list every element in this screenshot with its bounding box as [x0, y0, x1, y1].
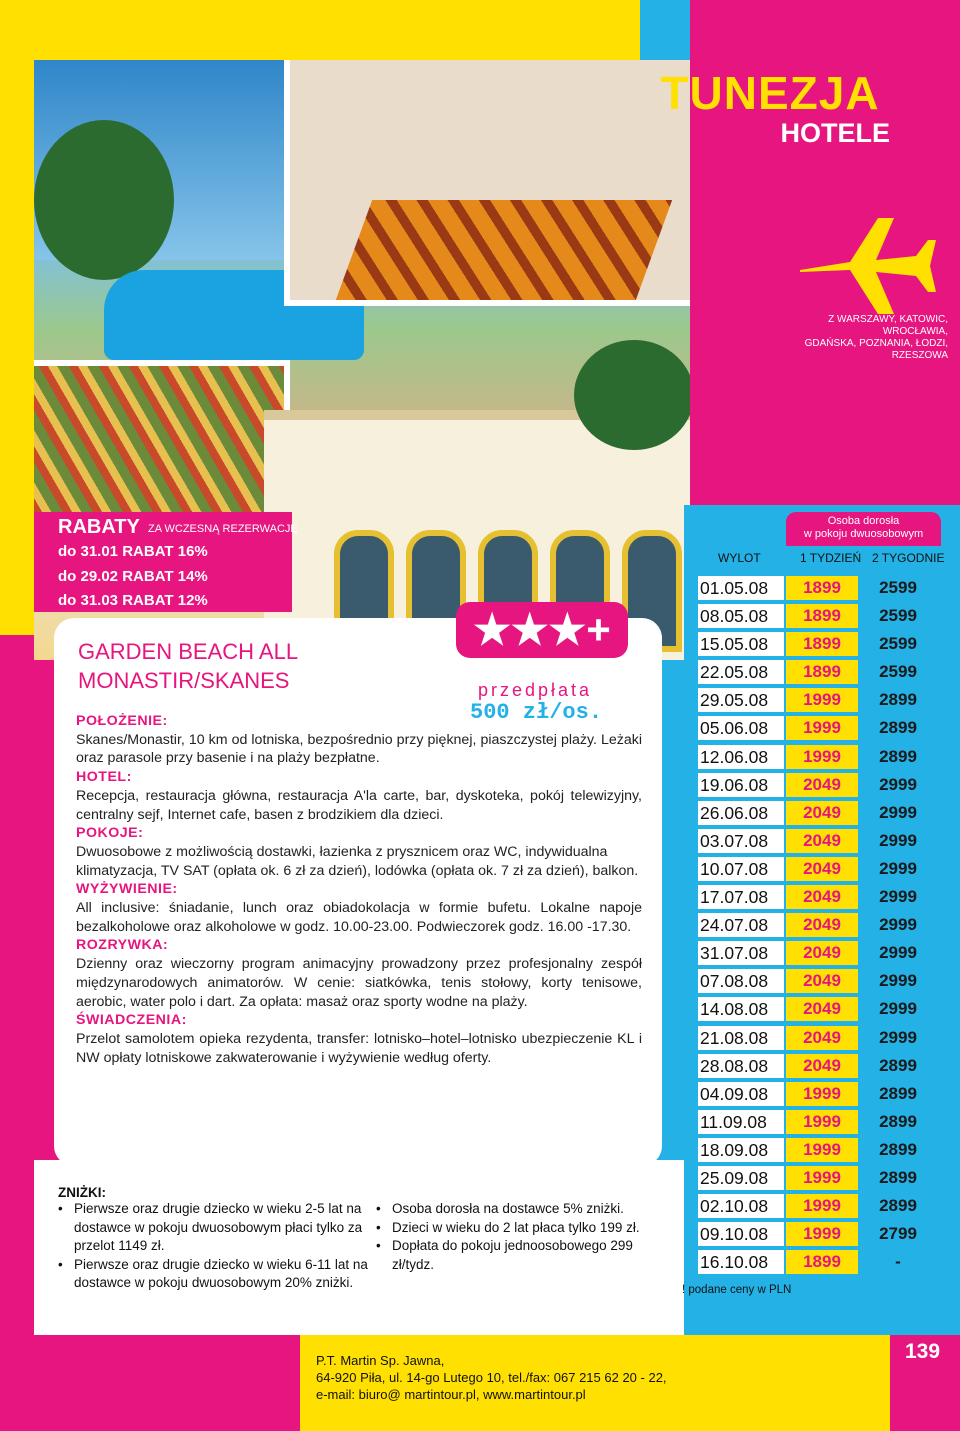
price-2-weeks: 2899: [860, 1194, 936, 1218]
reductions-list-right: [376, 1200, 676, 1274]
footer-magenta-block: [0, 1335, 300, 1431]
section-heading: HOTEL:: [76, 769, 132, 786]
airplane-icon: [790, 210, 940, 320]
departure-date: 09.10.08: [698, 1222, 784, 1246]
table-row: [698, 855, 942, 883]
price-1-week: 1899: [786, 576, 858, 600]
page-title: TUNEZJA: [660, 67, 880, 119]
price-1-week: 1999: [786, 1166, 858, 1190]
departure-cities: [778, 314, 948, 362]
table-row: [698, 743, 942, 771]
price-1-week: 1999: [786, 745, 858, 769]
price-1-week: 2049: [786, 1054, 858, 1078]
price-2-weeks: 2899: [860, 1110, 936, 1134]
departure-date: 22.05.08: [698, 660, 784, 684]
table-row: [698, 686, 942, 714]
price-2-weeks: 2999: [860, 1026, 936, 1050]
departure-date: 03.07.08: [698, 829, 784, 853]
hotel-location: MONASTIR/SKANES: [78, 668, 290, 693]
price-2-weeks: 2599: [860, 632, 936, 656]
section-heading: POKOJE:: [76, 825, 144, 842]
price-2-weeks: 2999: [860, 969, 936, 993]
section-text: Dzienny oraz wieczorny program animacyjny prowadzony przez profesjonalny zespół międzynarodowych animatorów. W cenie: siatkówka, tenis stołowy, korty tenisowe, aerobic, water polo i dart. Za opłata: masaż oraz sporty wodne na plaży.: [76, 956, 642, 1010]
price-1-week: 1899: [786, 632, 858, 656]
price-2-weeks: 2999: [860, 885, 936, 909]
price-2-weeks: 2899: [860, 688, 936, 712]
table-row: [698, 967, 942, 995]
price-2-weeks: 2999: [860, 941, 936, 965]
photo-bed: [336, 200, 672, 300]
price-table: [698, 574, 942, 1276]
yellow-band-top: [0, 0, 640, 60]
list-item: • Osoba dorosła na dostawce 5% zniżki.: [376, 1200, 676, 1219]
departure-cities-line: GDAŃSKA, POZNANIA, ŁODZI, RZESZOWA: [804, 338, 948, 361]
section-text: Przelot samolotem opieka rezydenta, transfer: lotnisko–hotel–lotnisko ubezpieczenie KL i NW opłaty lotniskowe zakwaterowanie i wyżywienie według oferty.: [76, 1030, 642, 1066]
list-item: • Dopłata do pokoju jednoosobowego 299 zł/tydz.: [376, 1237, 676, 1274]
table-row: [698, 883, 942, 911]
table-row: [698, 995, 942, 1023]
table-row: [698, 827, 942, 855]
price-header: [786, 515, 941, 541]
price-1-week: 1999: [786, 1222, 858, 1246]
departure-date: 07.08.08: [698, 969, 784, 993]
table-row: [698, 658, 942, 686]
departure-date: 10.07.08: [698, 857, 784, 881]
departure-date: 18.09.08: [698, 1138, 784, 1162]
price-1-week: 1999: [786, 1082, 858, 1106]
discount-title: RABATY: [58, 516, 140, 538]
company-contact: e-mail: biuro@ martintour.pl, www.martintour.pl: [316, 1387, 586, 1402]
price-1-week: 2049: [786, 885, 858, 909]
price-2-weeks: 2999: [860, 773, 936, 797]
price-header-line: w pokoju dwuosobowym: [803, 528, 924, 540]
prepayment-label: przedpłata: [478, 680, 593, 700]
price-2-weeks: 2599: [860, 576, 936, 600]
table-row: [698, 1220, 942, 1248]
departure-date: 11.09.08: [698, 1110, 784, 1134]
table-row: [698, 1108, 942, 1136]
star-rating-badge: [456, 602, 628, 658]
discount-subtitle: ZA WCZESNĄ REZERWACJĘ: [148, 523, 298, 535]
table-row: [698, 911, 942, 939]
price-2-weeks: -: [860, 1250, 936, 1274]
column-header-2-weeks: 2 TYGODNIE: [872, 551, 945, 565]
list-item: • Pierwsze oraz drugie dziecko w wieku 6-11 lat na dostawce w pokoju dwuosobowym 20% zniżki.: [58, 1256, 368, 1293]
price-header-line: Osoba dorosła: [827, 515, 900, 527]
departure-date: 14.08.08: [698, 997, 784, 1021]
hotel-name: [78, 637, 298, 695]
price-1-week: 1899: [786, 604, 858, 628]
section-text: All inclusive: śniadanie, lunch oraz obiadokolacja w formie bufetu. Lokalne napoje bezalkoholowe oraz alkoholowe w godz. 10.00-23.00. Podwieczorek godz. 16.00 -17.30.: [76, 900, 642, 935]
list-item: • Pierwsze oraz drugie dziecko w wieku 2-5 lat na dostawce w pokoju dwuosobowym płaci tylko za przelot 1149 zł.: [58, 1200, 368, 1256]
discount-row: do 31.01 RABAT 16%: [58, 543, 208, 560]
section-heading: WYŻYWIENIE:: [76, 881, 178, 898]
departure-cities-line: Z WARSZAWY, KATOWIC, WROCŁAWIA,: [828, 314, 948, 337]
section-text: klimatyzacja, TV SAT (opłata ok. 6 zł za dzień), lodówka (opłata ok. 7 zł za dzień), balkon.: [76, 862, 639, 879]
price-1-week: 2049: [786, 941, 858, 965]
departure-date: 25.09.08: [698, 1166, 784, 1190]
reductions-list-left: [58, 1200, 368, 1293]
departure-date: 04.09.08: [698, 1082, 784, 1106]
price-1-week: 2049: [786, 801, 858, 825]
price-2-weeks: 2899: [860, 1054, 936, 1078]
prepayment-amount: 500 zł/os.: [470, 700, 603, 725]
price-1-week: 2049: [786, 1026, 858, 1050]
departure-date: 28.08.08: [698, 1054, 784, 1078]
star-rating: ★★★+: [473, 606, 611, 653]
list-item: • Dzieci w wieku do 2 lat płaca tylko 199 zł.: [376, 1219, 676, 1238]
table-row: [698, 1024, 942, 1052]
column-header-1-week: 1 TYDZIEŃ: [800, 551, 862, 565]
price-1-week: 1999: [786, 1138, 858, 1162]
price-1-week: 2049: [786, 829, 858, 853]
table-row: [698, 1164, 942, 1192]
price-1-week: 2049: [786, 913, 858, 937]
departure-date: 15.05.08: [698, 632, 784, 656]
discount-row: do 31.03 RABAT 12%: [58, 592, 208, 609]
departure-date: 16.10.08: [698, 1250, 784, 1274]
departure-date: 24.07.08: [698, 913, 784, 937]
price-2-weeks: 2899: [860, 745, 936, 769]
table-row: [698, 799, 942, 827]
price-2-weeks: 2999: [860, 997, 936, 1021]
departure-date: 19.06.08: [698, 773, 784, 797]
departure-date: 01.05.08: [698, 576, 784, 600]
price-1-week: 2049: [786, 857, 858, 881]
price-1-week: 1999: [786, 1194, 858, 1218]
price-note: ! podane ceny w PLN: [682, 1284, 792, 1296]
section-heading: ROZRYWKA:: [76, 937, 169, 954]
price-2-weeks: 2799: [860, 1222, 936, 1246]
price-1-week: 1899: [786, 660, 858, 684]
company-address: 64-920 Piła, ul. 14-go Lutego 10, tel./fax: 067 215 62 20 - 22,: [316, 1370, 667, 1385]
table-row: [698, 939, 942, 967]
price-1-week: 2049: [786, 997, 858, 1021]
table-row: [698, 630, 942, 658]
table-row: [698, 1080, 942, 1108]
page-number: 139: [905, 1340, 941, 1363]
price-1-week: 1999: [786, 716, 858, 740]
price-2-weeks: 2899: [860, 716, 936, 740]
departure-date: 17.07.08: [698, 885, 784, 909]
section-text: Skanes/Monastir, 10 km od lotniska, bezpośrednio przy pięknej, piaszczystej plaży. Leżaki oraz parasole przy basenie i na plaży bezpłatne.: [76, 731, 642, 767]
hotel-description: [76, 712, 642, 1067]
table-row: [698, 602, 942, 630]
price-2-weeks: 2999: [860, 801, 936, 825]
hotel-name-line: GARDEN BEACH ALL: [78, 639, 299, 664]
palm-tree: [574, 340, 690, 450]
price-2-weeks: 2599: [860, 660, 936, 684]
price-1-week: 2049: [786, 969, 858, 993]
table-row: [698, 1136, 942, 1164]
departure-date: 08.05.08: [698, 604, 784, 628]
yellow-band-left: [0, 0, 34, 640]
price-2-weeks: 2899: [860, 1082, 936, 1106]
departure-date: 12.06.08: [698, 745, 784, 769]
section-text: Dwuosobowe z możliwością dostawki, łazienka z prysznicem oraz WC, indywidualna: [76, 843, 608, 860]
price-1-week: 2049: [786, 773, 858, 797]
section-heading: ŚWIADCZENIA:: [76, 1012, 187, 1029]
discount-row: do 29.02 RABAT 14%: [58, 568, 208, 585]
company-name: P.T. Martin Sp. Jawna,: [316, 1353, 445, 1368]
table-row: [698, 714, 942, 742]
section-heading: POŁOŻENIE:: [76, 713, 168, 729]
departure-date: 21.08.08: [698, 1026, 784, 1050]
column-header-departure: WYLOT: [718, 551, 761, 565]
departure-date: 31.07.08: [698, 941, 784, 965]
palm-tree: [34, 120, 174, 280]
departure-date: 26.06.08: [698, 801, 784, 825]
price-2-weeks: 2999: [860, 829, 936, 853]
price-2-weeks: 2599: [860, 604, 936, 628]
table-row: [698, 1052, 942, 1080]
price-2-weeks: 2999: [860, 913, 936, 937]
departure-date: 02.10.08: [698, 1194, 784, 1218]
page-subtitle: HOTELE: [780, 118, 890, 148]
company-info: [316, 1352, 667, 1403]
price-2-weeks: 2999: [860, 857, 936, 881]
reductions-title: ZNIŻKI:: [58, 1185, 106, 1200]
table-row: [698, 1248, 942, 1276]
price-1-week: 1999: [786, 1110, 858, 1134]
table-row: [698, 574, 942, 602]
table-row: [698, 771, 942, 799]
table-row: [698, 1192, 942, 1220]
price-2-weeks: 2899: [860, 1138, 936, 1162]
price-1-week: 1999: [786, 688, 858, 712]
price-1-week: 1899: [786, 1250, 858, 1274]
section-text: Recepcja, restauracja główna, restauracja A'la carte, bar, dyskoteka, pokój telewizyjny, centralny sejf, Internet cafe, basen z brodzikiem dla dzieci.: [76, 787, 642, 823]
departure-date: 05.06.08: [698, 716, 784, 740]
departure-date: 29.05.08: [698, 688, 784, 712]
price-2-weeks: 2899: [860, 1166, 936, 1190]
